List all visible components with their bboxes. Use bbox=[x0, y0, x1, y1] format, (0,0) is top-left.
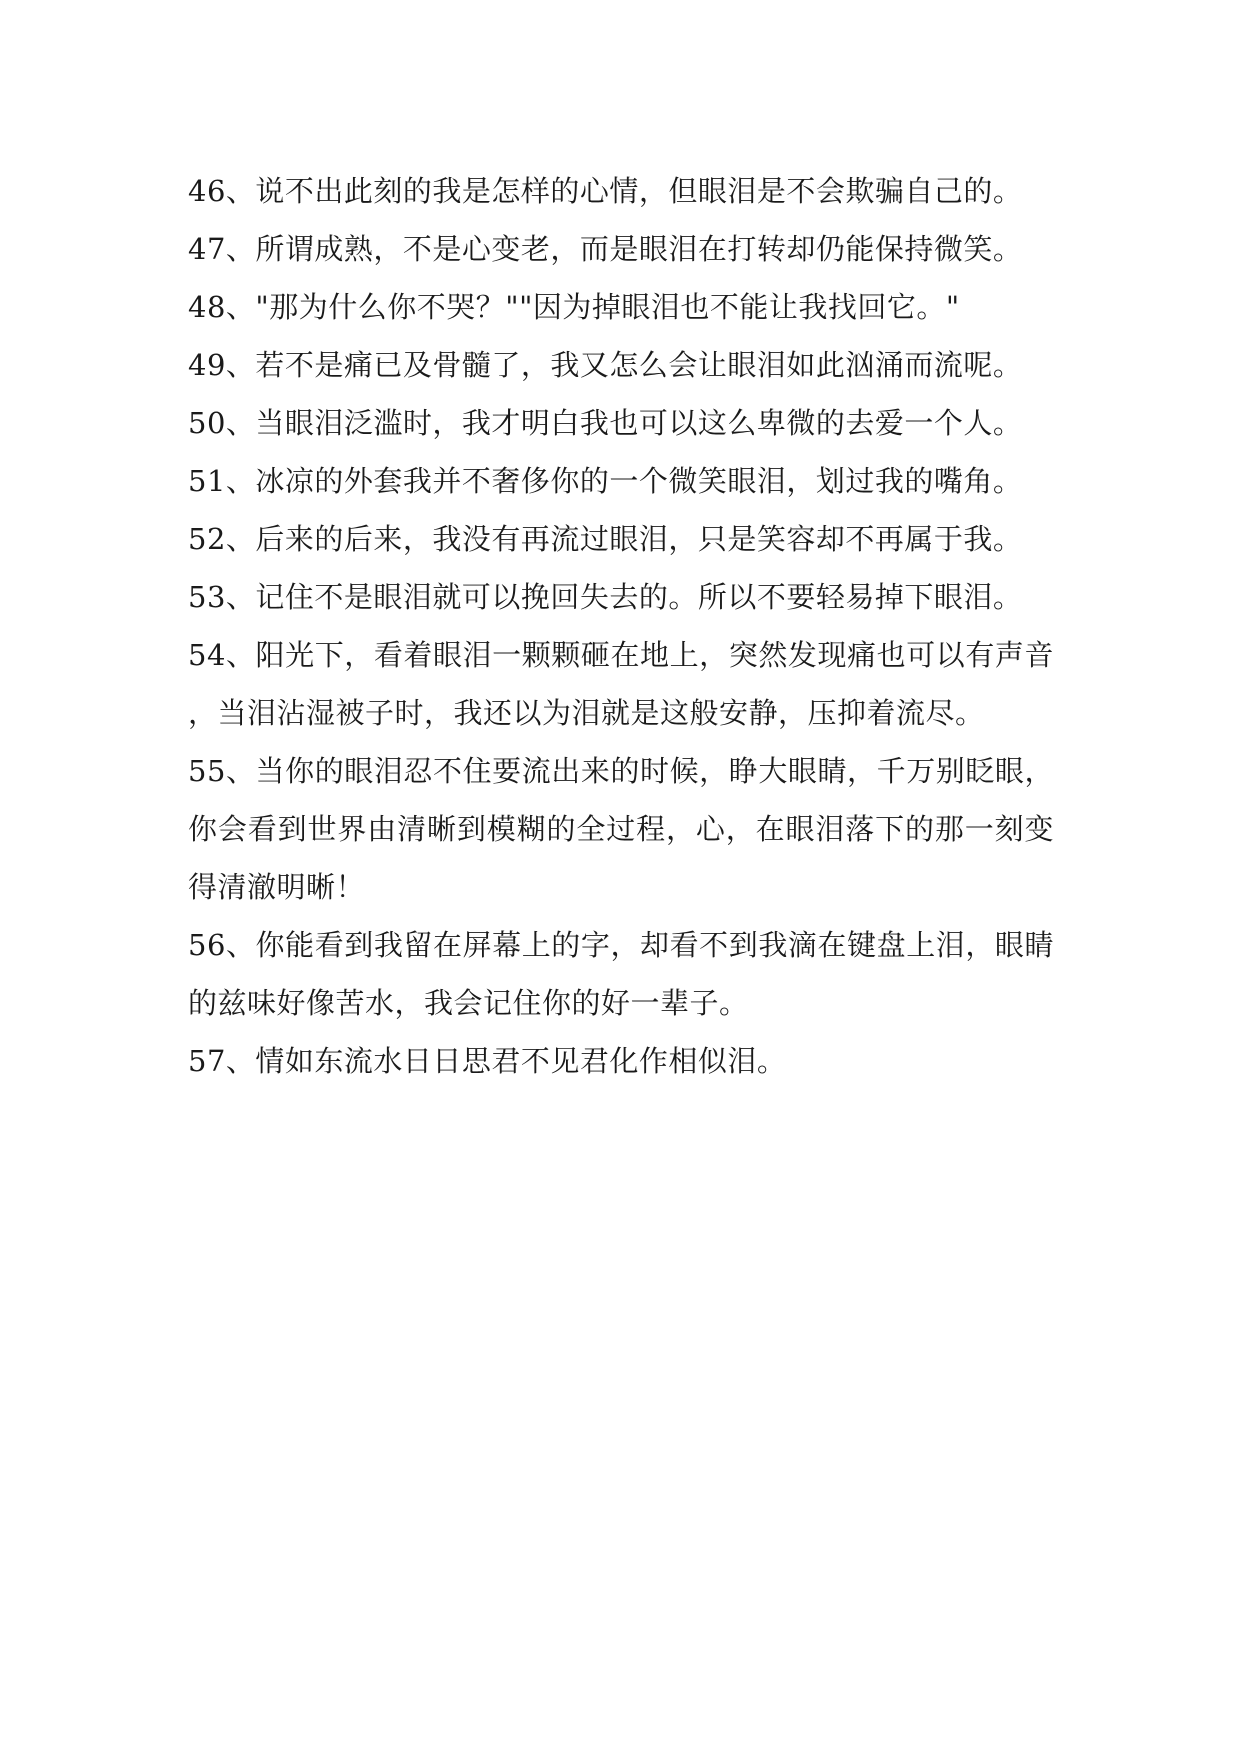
entry-50: 50、当眼泪泛滥时，我才明白我也可以这么卑微的去爱一个人。 bbox=[188, 406, 1023, 440]
entry-47: 47、所谓成熟，不是心变老，而是眼泪在打转却仍能保持微笑。 bbox=[188, 232, 1023, 266]
entry-56: 56、你能看到我留在屏幕上的字，却看不到我滴在键盘上泪，眼睛的兹味好像苦水，我会记住你的好一辈子。 bbox=[188, 928, 1054, 1020]
entry-53: 53、记住不是眼泪就可以挽回失去的。所以不要轻易掉下眼泪。 bbox=[188, 580, 1023, 614]
entry-52: 52、后来的后来，我没有再流过眼泪，只是笑容却不再属于我。 bbox=[188, 522, 1023, 556]
document-body bbox=[188, 162, 1054, 1090]
entry-48: 48、"那为什么你不哭？""因为掉眼泪也不能让我找回它。" bbox=[188, 290, 960, 324]
entry-55: 55、当你的眼泪忍不住要流出来的时候，睁大眼睛，千万别眨眼，你会看到世界由清晰到模糊的全过程，心，在眼泪落下的那一刻变得清澈明晰！ bbox=[188, 754, 1054, 904]
entry-46: 46、说不出此刻的我是怎样的心情，但眼泪是不会欺骗自己的。 bbox=[188, 174, 1023, 208]
entry-57: 57、情如东流水日日思君不见君化作相似泪。 bbox=[188, 1044, 787, 1078]
entry-54: 54、阳光下，看着眼泪一颗颗砸在地上，突然发现痛也可以有声音，当泪沾湿被子时，我还以为泪就是这般安静，压抑着流尽。 bbox=[188, 638, 1054, 730]
entry-51: 51、冰凉的外套我并不奢侈你的一个微笑眼泪，划过我的嘴角。 bbox=[188, 464, 1023, 498]
entry-49: 49、若不是痛已及骨髓了，我又怎么会让眼泪如此汹涌而流呢。 bbox=[188, 348, 1023, 382]
